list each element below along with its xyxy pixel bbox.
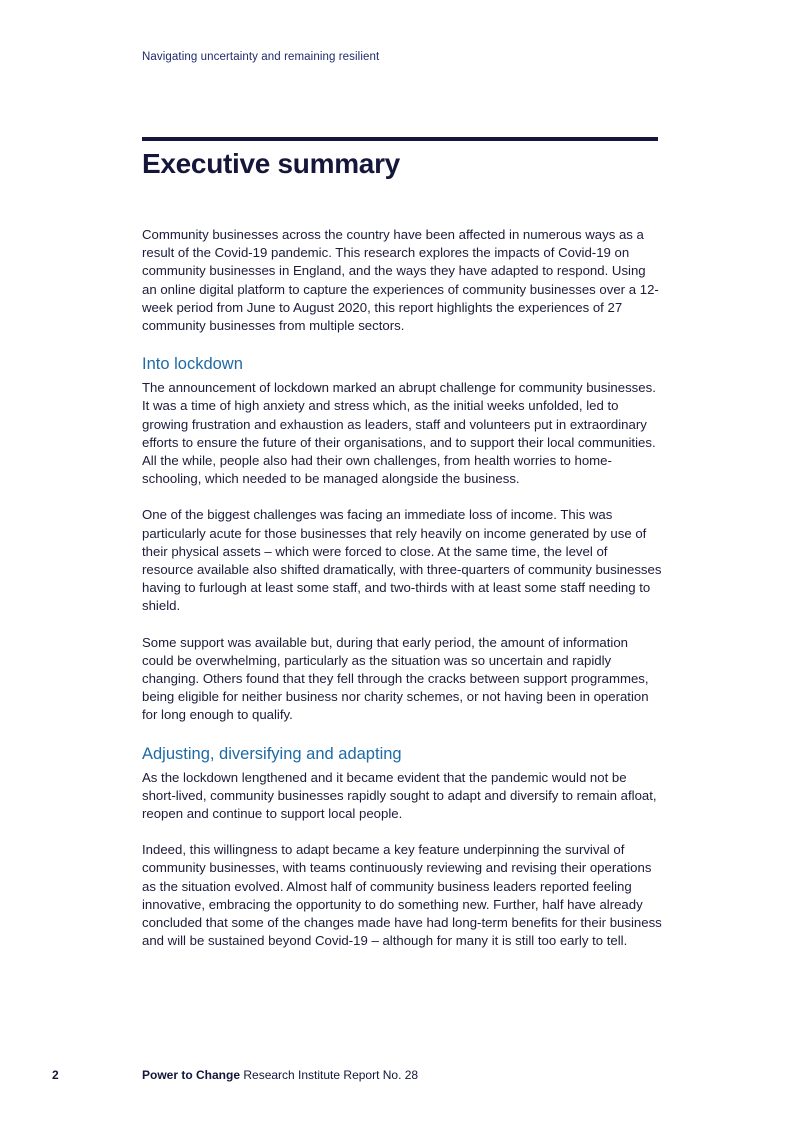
section-heading-adjusting: Adjusting, diversifying and adapting <box>142 744 402 763</box>
footer-brand: Power to Change <box>142 1068 241 1082</box>
paragraph: Indeed, this willingness to adapt became a key feature underpinning the survival of community businesses, with teams continuously reviewing and revising their operations as the situation evolved. Almost half of community business leaders reported feeling innovative, embracing the opportunity to do something new. Further, half have already concluded that some of the changes made have had long-term benefits for their business and will be sustained beyond Covid-19 – although for many it is still too early to tell. <box>142 842 662 949</box>
document-body <box>142 226 662 969</box>
page-title: Executive summary <box>142 148 400 179</box>
paragraph: As the lockdown lengthened and it became evident that the pandemic would not be short-lived, community businesses rapidly sought to adapt and diversify to remain afloat, reopen and continue to support local people. <box>142 769 657 822</box>
footer-citation <box>142 1068 418 1082</box>
intro-paragraph: Community businesses across the country have been affected in numerous ways as a result of the Covid-19 pandemic. This research explores the impacts of Covid-19 on community businesses in England, and the ways they have adapted to respond. Using an online digital platform to capture the experiences of community businesses over a 12-week period from June to August 2020, this report highlights the experiences of 27 community businesses from multiple sectors. <box>142 227 659 334</box>
footer-report-label: Research Institute Report No. 28 <box>240 1068 419 1082</box>
paragraph: Some support was available but, during that early period, the amount of information could be overwhelming, particularly as the situation was so uncertain and rapidly changing. Others found that they fell through the cracks between support programmes, being eligible for neither business nor charity schemes, or not having been in operation for long enough to qualify. <box>142 634 649 723</box>
section-heading-into-lockdown: Into lockdown <box>142 355 243 374</box>
title-rule <box>142 137 658 141</box>
paragraph: The announcement of lockdown marked an abrupt challenge for community businesses. It was a time of high anxiety and stress which, as the initial weeks unfolded, led to growing frustration and exhaustion as leaders, staff and volunteers put in extraordinary efforts to ensure the future of their organisations, and to support their local communities. All the while, people also had their own challenges, from health worries to home-schooling, which needed to be managed alongside the business. <box>142 380 656 487</box>
running-header: Navigating uncertainty and remaining resilient <box>142 51 380 63</box>
paragraph: One of the biggest challenges was facing an immediate loss of income. This was particularly acute for those businesses that rely heavily on income generated by use of their physical assets – which were forced to close. At the same time, the level of resource available also shifted dramatically, with three-quarters of community businesses having to furlough at least some staff, and two-thirds with at least some staff needing to shield. <box>142 507 662 614</box>
page-number: 2 <box>52 1068 59 1082</box>
